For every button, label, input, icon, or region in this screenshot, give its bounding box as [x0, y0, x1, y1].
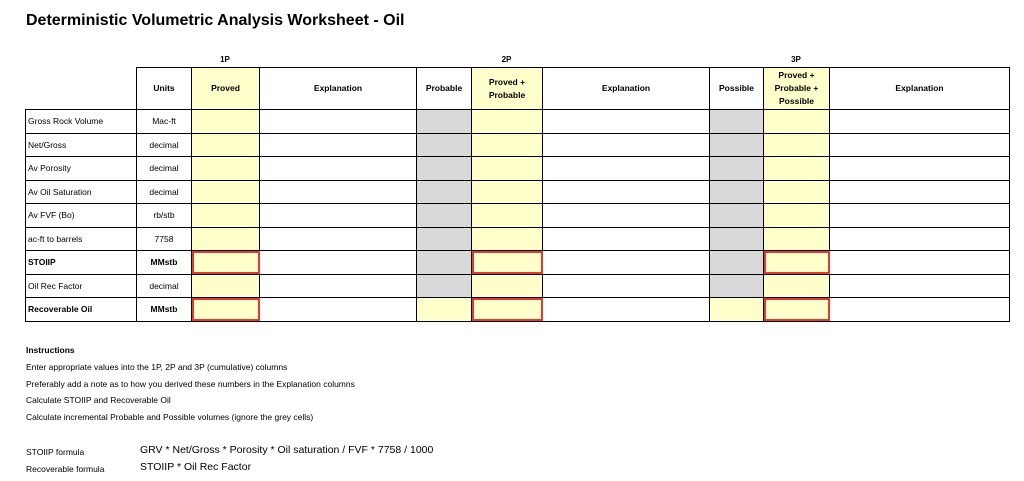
explanation-2p-cell[interactable]: [543, 274, 710, 298]
header-probable: Probable: [417, 68, 472, 110]
probable-cell: [417, 180, 472, 204]
group-label-3p: 3P: [791, 55, 801, 64]
explanation-1p-cell[interactable]: [260, 251, 417, 275]
proved-1p-cell[interactable]: [192, 133, 260, 157]
table-row: [26, 204, 1010, 228]
header-proved-probable-line2: Probable: [488, 89, 526, 100]
explanation-3p-cell[interactable]: [830, 298, 1010, 322]
possible-cell: [710, 133, 764, 157]
proved-probable-possible-3p-cell[interactable]: [764, 133, 830, 157]
table-row: [26, 110, 1010, 134]
proved-1p-cell[interactable]: [192, 204, 260, 228]
explanation-2p-cell[interactable]: [543, 110, 710, 134]
header-possible: Possible: [710, 68, 764, 110]
probable-cell: [417, 133, 472, 157]
possible-cell: [710, 204, 764, 228]
header-row: [26, 68, 1010, 110]
header-proved-probable: [472, 68, 543, 110]
page-title: Deterministic Volumetric Analysis Worksheet - Oil: [26, 12, 405, 29]
probable-cell: [417, 204, 472, 228]
probable-cell: [417, 227, 472, 251]
row-parameter-label: Net/Gross: [26, 133, 137, 157]
explanation-2p-cell[interactable]: [543, 204, 710, 228]
explanation-1p-cell[interactable]: [260, 180, 417, 204]
row-unit: rb/stb: [137, 204, 192, 228]
instruction-line: Calculate incremental Probable and Possible volumes (ignore the grey cells): [26, 412, 314, 422]
row-parameter-label: Oil Rec Factor: [26, 274, 137, 298]
probable-cell: [417, 157, 472, 181]
proved-probable-possible-3p-cell[interactable]: [764, 227, 830, 251]
header-explanation-2p: Explanation: [543, 68, 710, 110]
explanation-2p-cell[interactable]: [543, 251, 710, 275]
row-unit: MMstb: [137, 298, 192, 322]
explanation-3p-cell[interactable]: [830, 157, 1010, 181]
explanation-1p-cell[interactable]: [260, 298, 417, 322]
possible-cell: [710, 180, 764, 204]
explanation-3p-cell[interactable]: [830, 133, 1010, 157]
table-row: [26, 298, 1010, 322]
probable-cell: [417, 251, 472, 275]
instruction-line: Preferably add a note as to how you derived these numbers in the Explanation columns: [26, 379, 355, 389]
proved-1p-cell[interactable]: [192, 180, 260, 204]
proved-probable-2p-cell[interactable]: [472, 110, 543, 134]
table-row: [26, 180, 1010, 204]
explanation-3p-cell[interactable]: [830, 274, 1010, 298]
row-unit: decimal: [137, 157, 192, 181]
possible-cell[interactable]: [710, 298, 764, 322]
row-parameter-label: Gross Rock Volume: [26, 110, 137, 134]
explanation-1p-cell[interactable]: [260, 133, 417, 157]
proved-probable-possible-3p-cell[interactable]: [764, 298, 830, 322]
proved-probable-2p-cell[interactable]: [472, 157, 543, 181]
probable-cell[interactable]: [417, 298, 472, 322]
explanation-1p-cell[interactable]: [260, 204, 417, 228]
recoverable-formula-label: Recoverable formula: [26, 464, 105, 474]
proved-probable-possible-3p-cell[interactable]: [764, 180, 830, 204]
row-parameter-label: Av Oil Saturation: [26, 180, 137, 204]
explanation-1p-cell[interactable]: [260, 157, 417, 181]
explanation-3p-cell[interactable]: [830, 227, 1010, 251]
instruction-line: Enter appropriate values into the 1P, 2P and 3P (cumulative) columns: [26, 362, 288, 372]
proved-1p-cell[interactable]: [192, 251, 260, 275]
row-unit: Mac-ft: [137, 110, 192, 134]
proved-probable-possible-3p-cell[interactable]: [764, 274, 830, 298]
explanation-2p-cell[interactable]: [543, 227, 710, 251]
worksheet-body: [26, 110, 1010, 322]
explanation-3p-cell[interactable]: [830, 204, 1010, 228]
possible-cell: [710, 274, 764, 298]
possible-cell: [710, 227, 764, 251]
table-row: [26, 227, 1010, 251]
proved-1p-cell[interactable]: [192, 227, 260, 251]
table-row: [26, 157, 1010, 181]
proved-probable-possible-3p-cell[interactable]: [764, 251, 830, 275]
possible-cell: [710, 251, 764, 275]
header-ppp-line1: Proved +: [778, 70, 815, 80]
explanation-2p-cell[interactable]: [543, 133, 710, 157]
header-proved-probable-possible: [764, 68, 830, 110]
proved-probable-2p-cell[interactable]: [472, 251, 543, 275]
proved-probable-possible-3p-cell[interactable]: [764, 157, 830, 181]
proved-1p-cell[interactable]: [192, 157, 260, 181]
row-unit: decimal: [137, 180, 192, 204]
stoiip-formula-value: GRV * Net/Gross * Porosity * Oil saturation / FVF * 7758 / 1000: [140, 444, 434, 456]
row-parameter-label: Av Porosity: [26, 157, 137, 181]
proved-probable-2p-cell[interactable]: [472, 133, 543, 157]
explanation-1p-cell[interactable]: [260, 227, 417, 251]
volumetric-worksheet-table: [25, 67, 1010, 322]
proved-probable-2p-cell[interactable]: [472, 180, 543, 204]
explanation-1p-cell[interactable]: [260, 110, 417, 134]
explanation-3p-cell[interactable]: [830, 251, 1010, 275]
row-parameter-label: STOIIP: [26, 251, 137, 275]
proved-probable-possible-3p-cell[interactable]: [764, 110, 830, 134]
proved-probable-2p-cell[interactable]: [472, 274, 543, 298]
row-parameter-label: Recoverable Oil: [26, 298, 137, 322]
header-blank: [26, 68, 137, 110]
group-label-2p: 2P: [501, 55, 512, 64]
proved-1p-cell[interactable]: [192, 110, 260, 134]
explanation-2p-cell[interactable]: [543, 157, 710, 181]
header-proved-probable-line1: Proved +: [488, 76, 526, 87]
proved-probable-possible-3p-cell[interactable]: [764, 204, 830, 228]
possible-cell: [710, 110, 764, 134]
proved-1p-cell[interactable]: [192, 298, 260, 322]
explanation-3p-cell[interactable]: [830, 180, 1010, 204]
row-unit: decimal: [137, 274, 192, 298]
explanation-2p-cell[interactable]: [543, 298, 710, 322]
stoiip-formula-label: STOIIP formula: [26, 447, 85, 457]
row-parameter-label: ac-ft to barrels: [26, 227, 137, 251]
proved-probable-2p-cell[interactable]: [472, 227, 543, 251]
instruction-line: Calculate STOIIP and Recoverable Oil: [26, 395, 171, 405]
header-explanation-1p: Explanation: [260, 68, 417, 110]
possible-cell: [710, 157, 764, 181]
proved-probable-2p-cell[interactable]: [472, 298, 543, 322]
header-ppp-line3: Possible: [779, 96, 814, 106]
explanation-1p-cell[interactable]: [260, 274, 417, 298]
proved-probable-2p-cell[interactable]: [472, 204, 543, 228]
row-unit: decimal: [137, 133, 192, 157]
table-row: [26, 274, 1010, 298]
table-row: [26, 251, 1010, 275]
explanation-3p-cell[interactable]: [830, 110, 1010, 134]
proved-1p-cell[interactable]: [192, 274, 260, 298]
header-ppp-line2: Probable +: [774, 83, 819, 93]
instructions-heading: Instructions: [26, 345, 75, 355]
probable-cell: [417, 110, 472, 134]
header-proved: Proved: [192, 68, 260, 110]
recoverable-formula-value: STOIIP * Oil Rec Factor: [140, 461, 252, 473]
row-parameter-label: Av FVF (Bo): [26, 204, 137, 228]
header-explanation-3p: Explanation: [830, 68, 1010, 110]
row-unit: MMstb: [137, 251, 192, 275]
group-label-1p: 1P: [220, 55, 230, 64]
explanation-2p-cell[interactable]: [543, 180, 710, 204]
row-unit: 7758: [137, 227, 192, 251]
table-row: [26, 133, 1010, 157]
probable-cell: [417, 274, 472, 298]
header-units: Units: [137, 68, 192, 110]
